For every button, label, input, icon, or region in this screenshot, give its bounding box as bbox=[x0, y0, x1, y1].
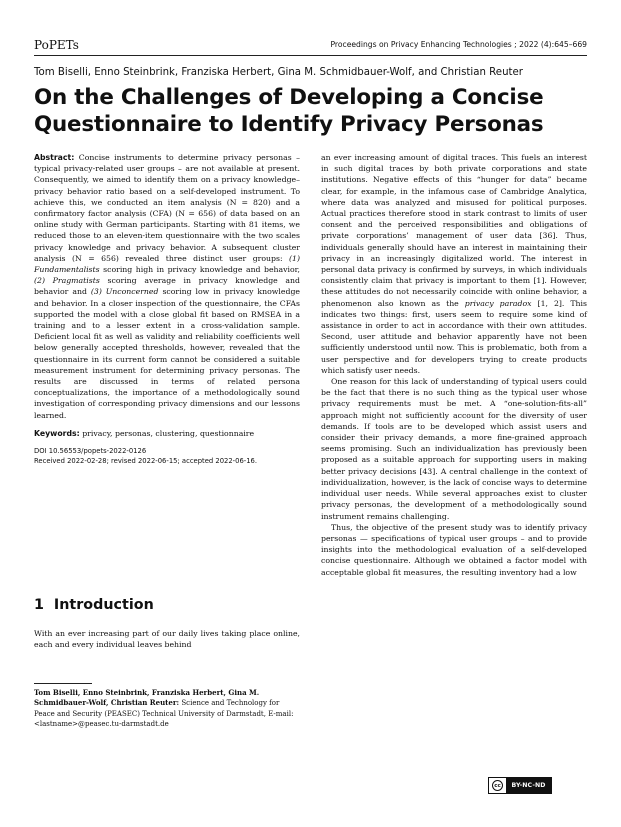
journal-name: PoPETs bbox=[34, 38, 79, 52]
intro-paragraph: With an ever increasing part of our daily lives taking place online, each and every individual leaves behind bbox=[34, 629, 300, 650]
intro-paragraph-3: Thus, the objective of the present study was to identify privacy personas — specifications of typical user groups – and to provide insights into the methodological evaluation of a self-developed concise questionnaire. Although we obtained a factor model with acceptable global fit measures, the resulting inventory had a low bbox=[321, 522, 587, 577]
doi: DOI 10.56553/popets-2022-0126 bbox=[34, 447, 147, 456]
cc-circle: cc bbox=[492, 780, 503, 791]
intro-paragraph-1 bbox=[321, 152, 587, 376]
abstract-group-1: (1) Fundamentalists bbox=[34, 253, 300, 275]
abstract-group-2: (2) Pragmatists bbox=[34, 276, 100, 286]
intro-p1-text-b: [1, 2]. This indicates two things: first, users seem to require some kind of assistance in order to act in accordance with their own attitudes. Second, user attitude and behavior apparently have not been sufficiently understood until now. This is problematic, both from a user perspective and for developers trying to create products which satisfy user needs. bbox=[321, 298, 587, 375]
cc-logo-icon bbox=[489, 778, 506, 793]
paper-title: On the Challenges of Developing a Concise Questionnaire to Identify Privacy Personas bbox=[34, 85, 544, 137]
intro-paragraph-2: One reason for this lack of understanding of typical users could be the fact that there is no such thing as the typical user whose privacy requirements must be met. A “one-solution-fits-all” approach might not sufficiently account for the diversity of user demands. If tools are to be developed which assist users and consider their privacy demands, a more fine-grained approach seems promising. Such an individualization has previously been proposed as a suitable approach for supporting users in making better privacy decisions [43]. A central challenge in the context of individualization, however, is the lack of concise ways to determine individual user needs. While several approaches exist to cluster privacy personas, the development of a methodologically sound instrument remains challenging. bbox=[321, 377, 587, 521]
proceedings-citation: Proceedings on Privacy Enhancing Technologies ; 2022 (4):645–669 bbox=[330, 40, 587, 49]
intro-p1-text-a: an ever increasing amount of digital traces. This fuels an interest in such digital traces by both private corporations and state institutions. Negative effects of this “hunger for data” became clear, for example, in the infamous case of Cambridge Analytica, where data was analyzed and misused for political purposes. Actual practices therefore stood in stark contrast to limits of user consent and the perceived responsibilities and obligations of private corporations’ management of user data [36]. Thus, individuals generally should have an interest in maintaining their privacy in an increasingly digitalized world. The interest in personal data privacy is confirmed by surveys, in which individuals consistently claim that privacy is important to them [1]. However, these attitudes do not necessarily coincide with online behavior, a phenomenon also known as the bbox=[321, 153, 587, 308]
author-footnote bbox=[34, 688, 300, 729]
section-heading bbox=[34, 597, 154, 613]
abstract-text-3: scoring average in privacy knowledge and behavior and bbox=[34, 276, 301, 297]
keywords bbox=[34, 428, 300, 439]
license-text: BY-NC-ND bbox=[506, 778, 551, 793]
keywords-text: privacy, personas, clustering, questionnaire bbox=[82, 428, 255, 438]
keywords-label: Keywords: bbox=[34, 428, 80, 438]
section-number: 1 bbox=[34, 597, 44, 613]
abstract bbox=[34, 152, 300, 421]
right-column bbox=[321, 152, 587, 578]
abstract-text-4: scoring low in privacy knowledge and behavior. In a closer inspection of the questionnaire, the CFAs supported the model with a close global fit based on RMSEA in a training and to a lesser extent in a cross-validation sample. Deficient local fit as well as validity and reliability coefficients well below generally accepted thresholds, however, revealed that the questionnaire in its current form cannot be considered a suitable measurement instrument for determining privacy personas. The results are discussed in terms of related persona conceptualizations, the importance of a methodologically sound investigation of corresponding privacy dimensions and our lessons learned. bbox=[34, 287, 300, 420]
abstract-text-2: scoring high in privacy knowledge and behavior, bbox=[103, 265, 300, 275]
abstract-group-3: (3) Unconcerned bbox=[90, 287, 159, 297]
footnote-rule bbox=[34, 683, 92, 684]
section-title: Introduction bbox=[53, 597, 154, 613]
privacy-paradox-term: privacy paradox bbox=[464, 298, 532, 308]
abstract-label: Abstract: bbox=[34, 153, 75, 162]
cc-license-badge[interactable] bbox=[488, 777, 552, 794]
header-rule bbox=[34, 55, 587, 56]
left-column bbox=[34, 152, 300, 466]
author-list: Tom Biselli, Enno Steinbrink, Franziska Herbert, Gina M. Schmidbauer-Wolf, and Christian Reuter bbox=[34, 67, 523, 78]
footnote-affiliation: Science and Technology for Peace and Security (PEASEC) Technical University of Darmstadt, E-mail: <lastname>@peasec.tu-darmstadt.de bbox=[34, 699, 294, 728]
footnote-names: Tom Biselli, Enno Steinbrink, Franziska Herbert, Gina M. Schmidbauer-Wolf, Christian Reuter: bbox=[34, 688, 260, 708]
abstract-text-1: Concise instruments to determine privacy personas – typical privacy-related user groups – are not available at present. Consequently, we aimed to identify them on a privacy knowledge–privacy behavior ratio based on a self-developed instrument. To achieve this, we conducted an item analysis (N = 820) and a confirmatory factor analysis (CFA) (N = 656) of data based on an online study with German participants. Starting with 81 items, we reduced those to an eleven-item questionnaire with the two scales privacy knowledge and privacy behavior. A subsequent cluster analysis (N = 656) revealed three distinct user groups: bbox=[34, 153, 300, 263]
submission-dates: Received 2022-02-28; revised 2022-06-15; accepted 2022-06-16. bbox=[34, 457, 258, 466]
